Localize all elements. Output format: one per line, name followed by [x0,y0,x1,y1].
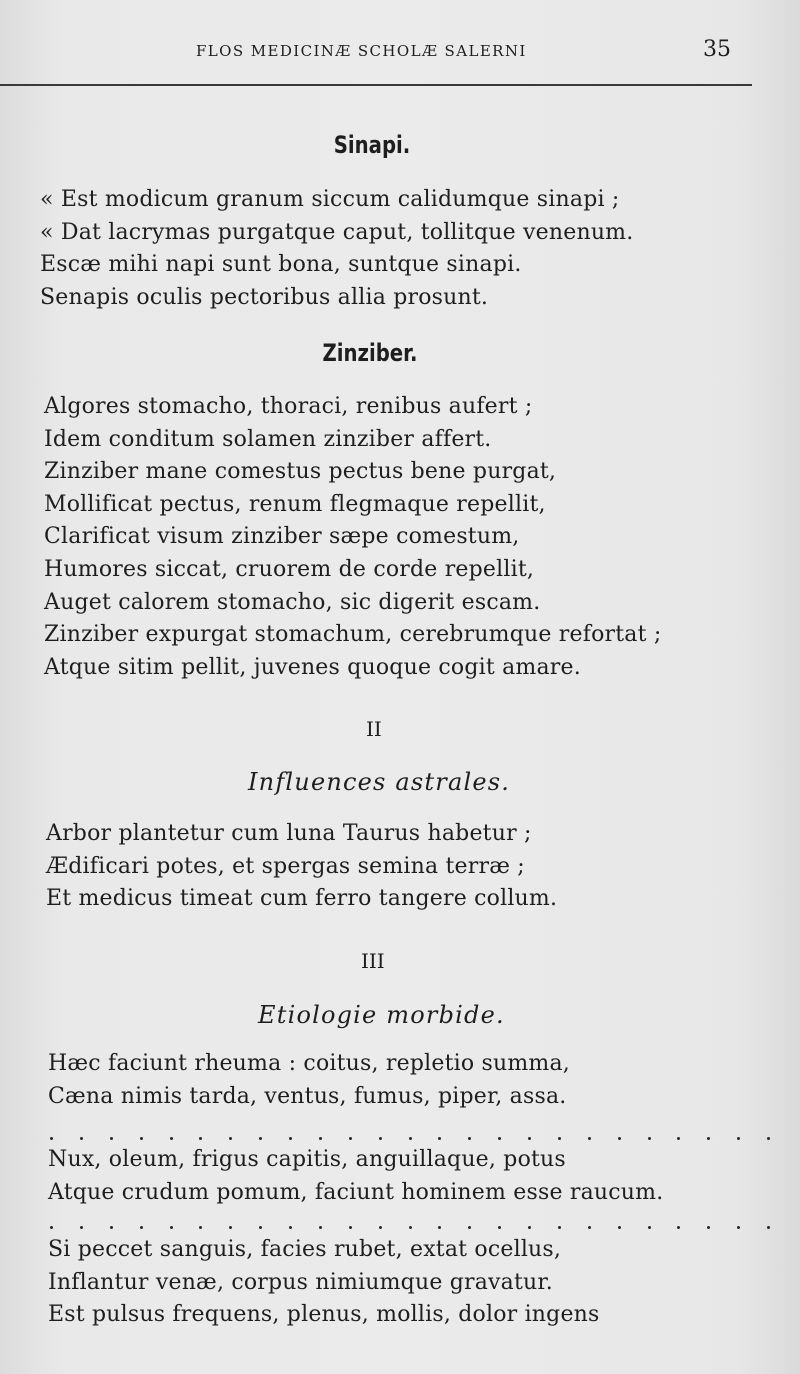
verse-line: Auget calorem stomacho, sic digerit escam. [44,589,541,615]
ellipsis-dot [409,1226,412,1229]
ellipsis-dot [468,1226,471,1229]
verse-line: Est pulsus frequens, plenus, mollis, dolor ingens [48,1302,600,1328]
verse-line: Si peccet sanguis, facies rubet, extat ocellus, [48,1237,562,1262]
ellipsis-dot [289,1137,292,1140]
verse-block-zinziber [44,391,661,684]
verse-line: Arbor plantetur cum luna Taurus habetur ; [46,821,532,846]
ellipsis-dot [259,1226,262,1229]
section-title-etiologie: Etiologie morbide. [258,1001,505,1029]
verse-line: Escæ mihi napi sunt bona, suntque sinapi. [40,252,522,278]
ellipsis-dot [588,1137,591,1140]
ellipsis-dot [170,1226,173,1229]
ellipsis-dot [588,1226,591,1229]
section-title-sinapi: Sinapi. [333,131,411,159]
ellipsis-dot [319,1226,322,1229]
verse-line: Et medicus timeat cum ferro tangere collum. [46,886,558,912]
ellipsis-dot [379,1226,382,1229]
ellipsis-dot [558,1226,561,1229]
ellipsis-dot [618,1137,621,1140]
verse-block-etiologie-1 [48,1048,570,1113]
verse-line: Senapis oculis pectoribus allia prosunt. [40,284,489,310]
ellipsis-dot [707,1137,710,1140]
ellipsis-dot [229,1137,232,1140]
verse-line: Humores siccat, cruorem de corde repellit, [44,556,535,582]
ellipsis-dot [319,1137,322,1140]
ellipsis-dot [528,1137,531,1140]
ellipsis-dot [648,1226,651,1229]
verse-block-etiologie-3 [48,1234,600,1332]
ellipsis-dot [618,1226,621,1229]
ellipsis-dot [199,1226,202,1229]
ellipsis-dot [648,1137,651,1140]
ellipsis-dot [558,1137,561,1140]
ellipsis-row [50,1137,770,1140]
ellipsis-dot [349,1226,352,1229]
verse-line: Atque crudum pomum, faciunt hominem esse raucum. [48,1179,664,1205]
ellipsis-dot [50,1137,53,1140]
ellipsis-dot [498,1137,501,1140]
verse-block-sinapi [40,184,633,314]
section-title-zinziber: Zinziber. [322,339,418,367]
ellipsis-dot [289,1226,292,1229]
running-title: FLOS MEDICINÆ SCHOLÆ SALERNI [196,42,527,60]
verse-line: Zinziber mane comestus pectus bene purgat, [44,459,557,485]
verse-line: Atque sitim pellit, juvenes quoque cogit amare. [44,654,581,680]
ellipsis-dot [80,1226,83,1229]
verse-block-etiologie-2 [48,1144,663,1209]
ellipsis-dot [767,1137,770,1140]
verse-line: Idem conditum solamen zinziber affert. [44,426,492,452]
ellipsis-dot [229,1226,232,1229]
ellipsis-dot [199,1137,202,1140]
ellipsis-dot [677,1226,680,1229]
ellipsis-dot [259,1137,262,1140]
ellipsis-dot [409,1137,412,1140]
verse-line: Mollificat pectus, renum flegmaque repellit, [44,491,546,517]
ellipsis-dot [349,1137,352,1140]
verse-line: Inflantur venæ, corpus nimiumque gravatur. [48,1269,553,1295]
verse-line: Cæna nimis tarda, ventus, fumus, piper, assa. [48,1083,567,1109]
ellipsis-dot [468,1137,471,1140]
ellipsis-dot [50,1226,53,1229]
ellipsis-dot [140,1137,143,1140]
ellipsis-dot [707,1226,710,1229]
section-numeral-3: III [361,949,385,973]
section-numeral-2: II [366,717,382,741]
ellipsis-dot [438,1226,441,1229]
ellipsis-dot [767,1226,770,1229]
header-rule [0,84,752,86]
ellipsis-dot [80,1137,83,1140]
ellipsis-dot [170,1137,173,1140]
verse-line: Clarificat visum zinziber sæpe comestum, [44,524,520,550]
verse-line: Zinziber expurgat stomachum, cerebrumque refortat ; [44,622,662,648]
verse-line: Ædificari potes, et spergas semina terræ ; [46,853,525,879]
ellipsis-dot [438,1137,441,1140]
ellipsis-dot [498,1226,501,1229]
ellipsis-dot [677,1137,680,1140]
verse-line: « Dat lacrymas purgatque caput, tollitque venenum. [40,219,634,245]
ellipsis-dot [379,1137,382,1140]
ellipsis-dot [737,1137,740,1140]
section-title-influences: Influences astrales. [248,768,511,796]
ellipsis-row [50,1226,770,1229]
running-head [0,37,800,66]
ellipsis-dot [737,1226,740,1229]
ellipsis-dot [110,1226,113,1229]
page-number: 35 [703,37,731,62]
verse-line: « Est modicum granum siccum calidumque sinapi ; [40,187,620,212]
ellipsis-dot [110,1137,113,1140]
ellipsis-dot [140,1226,143,1229]
verse-line: Algores stomacho, thoraci, renibus aufert ; [44,394,533,419]
verse-line: Hæc faciunt rheuma : coitus, repletio summa, [48,1051,570,1076]
verse-line: Nux, oleum, frigus capitis, anguillaque, potus [48,1147,566,1172]
verse-block-influences [46,818,557,916]
ellipsis-dot [528,1226,531,1229]
